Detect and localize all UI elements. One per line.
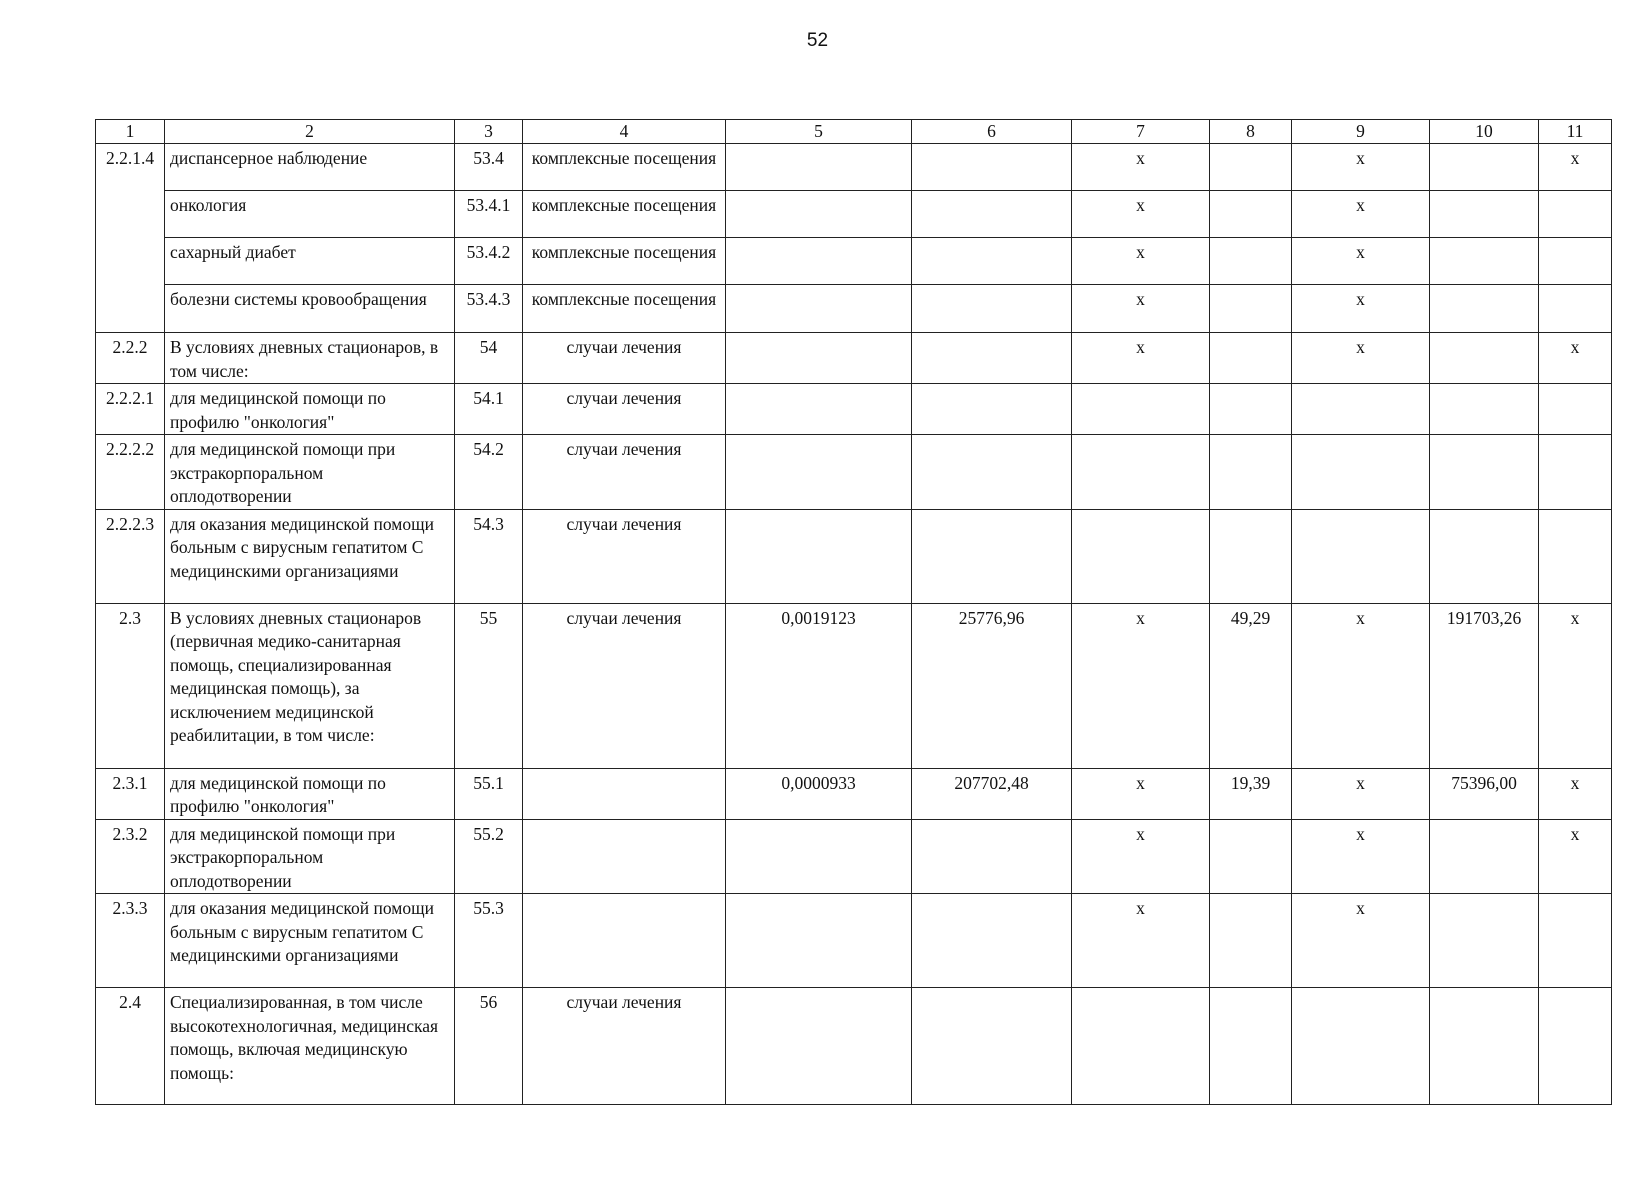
- table-row: [96, 768, 1612, 819]
- col8-cell: [1210, 819, 1292, 894]
- col6-cell: [912, 191, 1072, 238]
- col6-cell: [912, 988, 1072, 1105]
- col11-cell: [1539, 988, 1612, 1105]
- column-header: 11: [1539, 120, 1612, 144]
- row-name-cell: онкология: [165, 191, 455, 238]
- unit-cell: случаи лечения: [523, 509, 726, 603]
- col7-cell: х: [1072, 238, 1210, 285]
- unit-cell: комплексные посещения: [523, 285, 726, 333]
- col6-cell: [912, 285, 1072, 333]
- col8-cell: [1210, 988, 1292, 1105]
- col10-cell: [1430, 285, 1539, 333]
- column-header: 6: [912, 120, 1072, 144]
- unit-cell: случаи лечения: [523, 384, 726, 435]
- row-code-cell: 53.4.1: [455, 191, 523, 238]
- col7-cell: [1072, 509, 1210, 603]
- col7-cell: х: [1072, 144, 1210, 191]
- col11-cell: [1539, 894, 1612, 988]
- row-number-cell: 2.3.3: [96, 894, 165, 988]
- col9-cell: х: [1292, 333, 1430, 384]
- column-header: 5: [726, 120, 912, 144]
- unit-cell: случаи лечения: [523, 603, 726, 768]
- table-row: [96, 144, 1612, 191]
- table-row: [96, 435, 1612, 510]
- col5-cell: [726, 894, 912, 988]
- row-code-cell: 53.4: [455, 144, 523, 191]
- row-name-cell: для медицинской помощи при экстракорпоральном оплодотворении: [165, 435, 455, 510]
- col9-cell: [1292, 988, 1430, 1105]
- col9-cell: х: [1292, 285, 1430, 333]
- col5-cell: [726, 435, 912, 510]
- data-table: [95, 119, 1612, 1105]
- col9-cell: [1292, 435, 1430, 510]
- col9-cell: х: [1292, 191, 1430, 238]
- col5-cell: [726, 509, 912, 603]
- col10-cell: [1430, 819, 1539, 894]
- row-number-cell: 2.2.2.1: [96, 384, 165, 435]
- column-header: 9: [1292, 120, 1430, 144]
- row-name-cell: болезни системы кровообращения: [165, 285, 455, 333]
- row-name-cell: В условиях дневных стационаров (первичная медико-санитарная помощь, специализированная медицинская помощь), за исключением медицинской реабилитации, в том числе:: [165, 603, 455, 768]
- table-row: [96, 333, 1612, 384]
- col10-cell: [1430, 333, 1539, 384]
- row-name-cell: Специализированная, в том числе высокотехнологичная, медицинская помощь, включая медицинскую помощь:: [165, 988, 455, 1105]
- page-number: 52: [806, 30, 829, 51]
- col11-cell: [1539, 384, 1612, 435]
- col8-cell: [1210, 238, 1292, 285]
- table-row: [96, 819, 1612, 894]
- row-number-cell: 2.2.1.4: [96, 144, 165, 191]
- row-code-cell: 53.4.2: [455, 238, 523, 285]
- col8-cell: [1210, 435, 1292, 510]
- row-number-cell: 2.2.2.3: [96, 509, 165, 603]
- table-row: [96, 285, 1612, 333]
- col8-cell: [1210, 384, 1292, 435]
- unit-cell: комплексные посещения: [523, 144, 726, 191]
- col5-cell: [726, 144, 912, 191]
- row-code-cell: 55: [455, 603, 523, 768]
- col6-cell: [912, 435, 1072, 510]
- col10-cell: [1430, 238, 1539, 285]
- col7-cell: х: [1072, 285, 1210, 333]
- col10-cell: 191703,26: [1430, 603, 1539, 768]
- col9-cell: х: [1292, 894, 1430, 988]
- col9-cell: [1292, 384, 1430, 435]
- col11-cell: х: [1539, 603, 1612, 768]
- column-header: 4: [523, 120, 726, 144]
- row-name-cell: В условиях дневных стационаров, в том числе:: [165, 333, 455, 384]
- col10-cell: [1430, 988, 1539, 1105]
- col11-cell: [1539, 509, 1612, 603]
- col5-cell: [726, 285, 912, 333]
- row-code-cell: 54.2: [455, 435, 523, 510]
- row-number-cell: [96, 238, 165, 285]
- row-number-cell: [96, 191, 165, 238]
- table-row: [96, 509, 1612, 603]
- column-header: 2: [165, 120, 455, 144]
- table-row: [96, 894, 1612, 988]
- table-row: [96, 988, 1612, 1105]
- col8-cell: [1210, 509, 1292, 603]
- col9-cell: х: [1292, 819, 1430, 894]
- col10-cell: [1430, 191, 1539, 238]
- col7-cell: х: [1072, 894, 1210, 988]
- col11-cell: [1539, 435, 1612, 510]
- col9-cell: х: [1292, 144, 1430, 191]
- col10-cell: [1430, 509, 1539, 603]
- unit-cell: [523, 768, 726, 819]
- col9-cell: х: [1292, 768, 1430, 819]
- col5-cell: [726, 333, 912, 384]
- column-header: 3: [455, 120, 523, 144]
- col11-cell: [1539, 238, 1612, 285]
- col5-cell: [726, 384, 912, 435]
- row-code-cell: 54: [455, 333, 523, 384]
- unit-cell: комплексные посещения: [523, 191, 726, 238]
- col6-cell: 25776,96: [912, 603, 1072, 768]
- unit-cell: случаи лечения: [523, 333, 726, 384]
- col7-cell: х: [1072, 603, 1210, 768]
- col11-cell: х: [1539, 333, 1612, 384]
- unit-cell: случаи лечения: [523, 435, 726, 510]
- col7-cell: [1072, 988, 1210, 1105]
- col6-cell: [912, 144, 1072, 191]
- col6-cell: [912, 894, 1072, 988]
- col8-cell: 49,29: [1210, 603, 1292, 768]
- row-name-cell: сахарный диабет: [165, 238, 455, 285]
- table-row: [96, 238, 1612, 285]
- col11-cell: х: [1539, 819, 1612, 894]
- col7-cell: х: [1072, 819, 1210, 894]
- col8-cell: 19,39: [1210, 768, 1292, 819]
- col8-cell: [1210, 333, 1292, 384]
- col8-cell: [1210, 285, 1292, 333]
- row-code-cell: 53.4.3: [455, 285, 523, 333]
- col9-cell: [1292, 509, 1430, 603]
- row-name-cell: диспансерное наблюдение: [165, 144, 455, 191]
- col7-cell: х: [1072, 768, 1210, 819]
- column-header: 7: [1072, 120, 1210, 144]
- row-name-cell: для медицинской помощи по профилю "онкология": [165, 384, 455, 435]
- row-code-cell: 54.1: [455, 384, 523, 435]
- col5-cell: 0,0000933: [726, 768, 912, 819]
- col11-cell: х: [1539, 768, 1612, 819]
- col7-cell: [1072, 384, 1210, 435]
- col6-cell: [912, 333, 1072, 384]
- row-number-cell: 2.3.1: [96, 768, 165, 819]
- row-code-cell: 55.1: [455, 768, 523, 819]
- row-code-cell: 56: [455, 988, 523, 1105]
- col7-cell: х: [1072, 191, 1210, 238]
- column-header: 8: [1210, 120, 1292, 144]
- row-number-cell: 2.2.2: [96, 333, 165, 384]
- col5-cell: 0,0019123: [726, 603, 912, 768]
- row-number-cell: 2.3: [96, 603, 165, 768]
- row-name-cell: для медицинской помощи по профилю "онкология": [165, 768, 455, 819]
- table-row: [96, 191, 1612, 238]
- row-code-cell: 54.3: [455, 509, 523, 603]
- col8-cell: [1210, 144, 1292, 191]
- table-row: [96, 603, 1612, 768]
- unit-cell: [523, 894, 726, 988]
- col6-cell: [912, 238, 1072, 285]
- unit-cell: [523, 819, 726, 894]
- column-number-row: [96, 120, 1612, 144]
- col5-cell: [726, 238, 912, 285]
- unit-cell: комплексные посещения: [523, 238, 726, 285]
- column-header: 1: [96, 120, 165, 144]
- col9-cell: х: [1292, 238, 1430, 285]
- col11-cell: [1539, 191, 1612, 238]
- col6-cell: [912, 384, 1072, 435]
- col6-cell: [912, 819, 1072, 894]
- col5-cell: [726, 819, 912, 894]
- col6-cell: 207702,48: [912, 768, 1072, 819]
- col8-cell: [1210, 894, 1292, 988]
- row-number-cell: 2.4: [96, 988, 165, 1105]
- col10-cell: [1430, 435, 1539, 510]
- col7-cell: [1072, 435, 1210, 510]
- col10-cell: [1430, 894, 1539, 988]
- row-code-cell: 55.2: [455, 819, 523, 894]
- col6-cell: [912, 509, 1072, 603]
- col10-cell: [1430, 144, 1539, 191]
- col5-cell: [726, 988, 912, 1105]
- col9-cell: х: [1292, 603, 1430, 768]
- row-number-cell: 2.3.2: [96, 819, 165, 894]
- row-name-cell: для оказания медицинской помощи больным с вирусным гепатитом С медицинскими организациями: [165, 509, 455, 603]
- col10-cell: [1430, 384, 1539, 435]
- row-name-cell: для медицинской помощи при экстракорпоральном оплодотворении: [165, 819, 455, 894]
- column-header: 10: [1430, 120, 1539, 144]
- col5-cell: [726, 191, 912, 238]
- row-name-cell: для оказания медицинской помощи больным с вирусным гепатитом С медицинскими организациями: [165, 894, 455, 988]
- col11-cell: х: [1539, 144, 1612, 191]
- row-number-cell: 2.2.2.2: [96, 435, 165, 510]
- unit-cell: случаи лечения: [523, 988, 726, 1105]
- row-number-cell: [96, 285, 165, 333]
- col11-cell: [1539, 285, 1612, 333]
- col10-cell: 75396,00: [1430, 768, 1539, 819]
- col7-cell: х: [1072, 333, 1210, 384]
- table-row: [96, 384, 1612, 435]
- row-code-cell: 55.3: [455, 894, 523, 988]
- col8-cell: [1210, 191, 1292, 238]
